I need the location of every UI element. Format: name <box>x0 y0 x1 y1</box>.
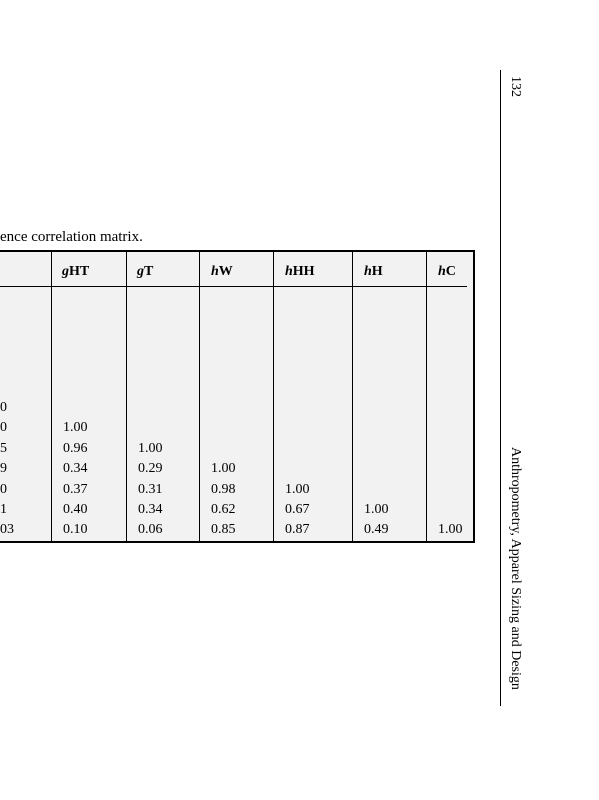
table-cell: 0 <box>0 420 7 435</box>
column-divider <box>199 252 200 541</box>
table-cell: 9 <box>0 461 7 476</box>
table-cell: 0.06 <box>138 522 163 537</box>
column-header: gT <box>137 264 154 279</box>
table-cell: 0.31 <box>138 482 163 497</box>
table-cell: 0.34 <box>63 461 88 476</box>
table-cell: 1.00 <box>63 420 88 435</box>
table-cell: 0.10 <box>63 522 88 537</box>
table-cell: 0.67 <box>285 502 310 517</box>
table-cell: 0 <box>0 400 7 415</box>
table-cell: 1.00 <box>138 441 163 456</box>
column-divider <box>126 252 127 541</box>
column-header: hC <box>438 264 456 279</box>
table-cell: 0.49 <box>364 522 389 537</box>
column-divider <box>352 252 353 541</box>
table-cell: 0.62 <box>211 502 236 517</box>
table-cell: 0.29 <box>138 461 163 476</box>
table-cell: 1 <box>0 502 7 517</box>
correlation-table <box>0 250 475 543</box>
column-header: hW <box>211 264 233 279</box>
table-cell: 0.96 <box>63 441 88 456</box>
column-divider <box>273 252 274 541</box>
page-number: 132 <box>508 76 523 97</box>
table-caption: ence correlation matrix. <box>0 229 143 245</box>
table-cell: 1.00 <box>438 522 463 537</box>
margin-rule <box>500 70 501 706</box>
table-cell: 5 <box>0 441 7 456</box>
table-cell: 03 <box>0 522 14 537</box>
column-header: gHT <box>62 264 90 279</box>
column-divider <box>51 252 52 541</box>
table-cell: 0.85 <box>211 522 236 537</box>
table-cell: 1.00 <box>285 482 310 497</box>
running-head: Anthropometry, Apparel Sizing and Design <box>508 447 523 690</box>
table-cell: 0 <box>0 482 7 497</box>
table-cell: 0.40 <box>63 502 88 517</box>
column-header: hH <box>364 264 383 279</box>
table-cell: 0.34 <box>138 502 163 517</box>
column-header: hHH <box>285 264 315 279</box>
table-cell: 0.37 <box>63 482 88 497</box>
column-divider <box>426 252 427 541</box>
header-rule <box>0 286 467 287</box>
table-cell: 0.98 <box>211 482 236 497</box>
table-cell: 0.87 <box>285 522 310 537</box>
table-cell: 1.00 <box>211 461 236 476</box>
table-cell: 1.00 <box>364 502 389 517</box>
